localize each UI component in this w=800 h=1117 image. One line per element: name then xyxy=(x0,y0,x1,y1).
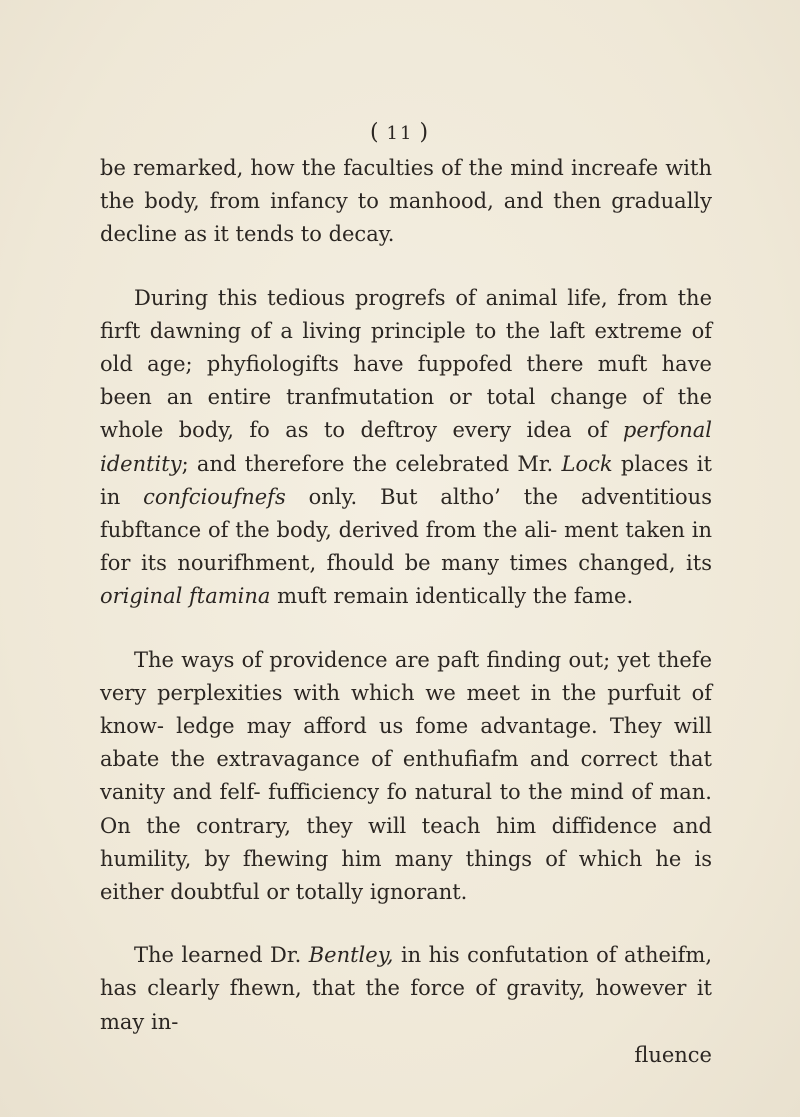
italic-name: Lock xyxy=(561,451,613,476)
text-line: ignorant. xyxy=(369,880,468,905)
page-number: 11 xyxy=(386,123,414,144)
italic-phrase: confcioufnefs xyxy=(143,484,286,509)
text-line: The ways of providence are paft finding out; yet thefe xyxy=(134,647,712,672)
catchword: fluence xyxy=(634,1042,712,1067)
text-line: ment taken in for its nourifhment, fhould be many times xyxy=(100,518,712,576)
text-line: to deftroy every idea of xyxy=(323,418,608,443)
text-line: extravagance of enthufiafm and correct that vanity and felf- xyxy=(100,747,712,805)
text-line: During this tedious progrefs of animal life, from the firft xyxy=(100,285,712,343)
text-line: the adventitious fubftance of the body, derived from the ali- xyxy=(100,484,712,543)
text-line: clearly fhewn, that the force of gravity, however it may in- xyxy=(100,976,712,1034)
text-line: in his confutation of atheifm, has xyxy=(100,943,712,1001)
text-line: body, from infancy to manhood, and then gradually decline xyxy=(100,189,712,247)
text-line: be remarked, how the faculties of the mind increafe with the xyxy=(100,156,712,214)
text-line: very perplexities with which we meet in the purfuit of know- xyxy=(100,680,712,739)
italic-phrase: perfonal identity xyxy=(100,418,712,476)
paragraph-2 xyxy=(100,282,712,614)
text-line: dawning of a living principle to the laft extreme of old xyxy=(100,318,712,377)
text-line: celebrated Mr. xyxy=(395,451,554,476)
text-line: ; and therefore the xyxy=(181,451,388,476)
italic-phrase: original ftamina xyxy=(100,584,271,609)
text-line: ledge may afford us fome advantage. They will abate the xyxy=(100,714,712,772)
italic-name: Bentley, xyxy=(308,943,394,968)
text-line: him many things of which he is either doubtful or totally xyxy=(100,846,712,905)
text-line: they will teach him diffidence and humility, by fhewing xyxy=(100,813,713,871)
text-line: The learned Dr. xyxy=(134,943,302,968)
text-line: entire tranfmutation or total change of the whole body, fo as xyxy=(100,385,712,443)
text-line: changed, its xyxy=(578,551,712,576)
page-header xyxy=(0,120,800,145)
paragraph-4 xyxy=(100,939,712,1039)
text-line: as it tends to decay. xyxy=(183,222,395,247)
page-body xyxy=(100,152,712,1072)
paragraph-3 xyxy=(100,644,712,910)
paragraph-1 xyxy=(100,152,712,252)
text-line: only. But altho’ xyxy=(308,484,501,509)
text-line: age; phyfiologifts have fuppofed there muft have been an xyxy=(100,352,712,410)
close-paren: ) xyxy=(419,120,431,145)
open-paren: ( xyxy=(369,120,381,145)
text-line: places it in xyxy=(100,451,712,509)
text-line: fufficiency fo natural to the mind of man. On the contrary, xyxy=(100,780,712,838)
catchword-line xyxy=(100,1039,712,1072)
text-line: muft remain identically the fame. xyxy=(277,584,634,609)
